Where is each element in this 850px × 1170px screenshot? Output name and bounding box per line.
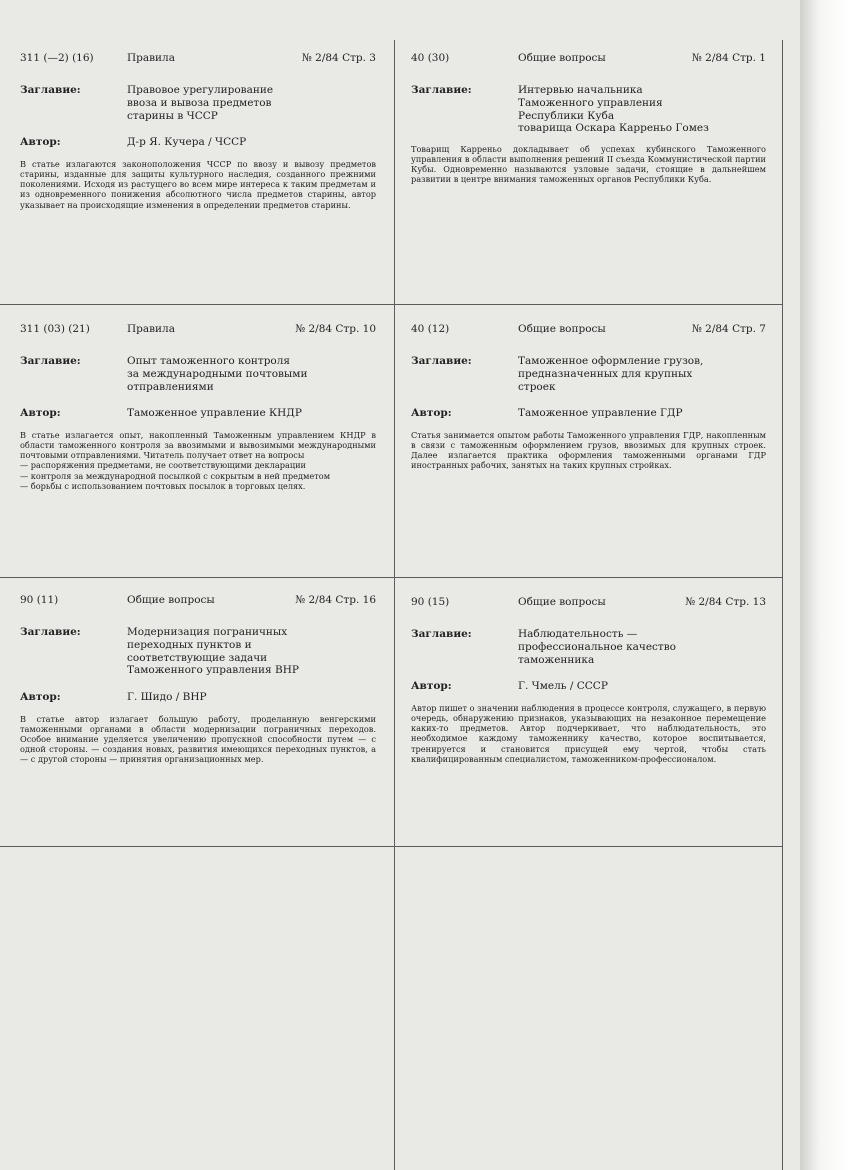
article-title: Интервью начальника Таможенного управления Республики Куба товарища Оскара Карреньо Гомез — [518, 84, 709, 135]
title-row — [20, 626, 376, 677]
issue-page: № 2/84 Стр. 7 — [691, 323, 766, 335]
category: Правила — [127, 323, 175, 335]
article-author: Г. Шидо / ВНР — [127, 691, 207, 704]
category: Общие вопросы — [518, 323, 606, 335]
classification-code: 90 (11) — [20, 594, 59, 606]
classification-code: 40 (12) — [411, 323, 450, 335]
abstract-card — [411, 323, 766, 471]
category: Общие вопросы — [518, 596, 606, 608]
card-header — [411, 596, 766, 612]
author-label: Автор: — [411, 407, 452, 420]
category: Общие вопросы — [127, 594, 215, 606]
author-label: Автор: — [20, 407, 61, 420]
article-abstract: В статье излагаются законоположения ЧССР по ввозу и вывозу предметов старины, изданные для защиты культурного наследия, созданного прежними поколениями. Исходя из растущего во всем мире интереса к таким предметам и из одновременного понижения абсолютного числа предметов старины, автор указывает на происходящие изменения в определении предметов старины. — [20, 159, 376, 210]
card-header — [20, 323, 376, 339]
article-title: Модернизация пограничных переходных пунктов и соответствующие задачи Таможенного управления ВНР — [127, 626, 299, 677]
abstract-card — [411, 596, 766, 764]
title-label: Заглавие: — [411, 84, 472, 96]
author-label: Автор: — [411, 680, 452, 693]
author-row — [20, 691, 376, 704]
title-label: Заглавие: — [411, 628, 472, 640]
title-row — [20, 355, 376, 393]
article-author: Таможенное управление ГДР — [518, 407, 683, 420]
card-header — [411, 323, 766, 339]
abstract-card — [20, 323, 376, 491]
card-header — [20, 594, 376, 610]
page-edge-shadow — [800, 0, 850, 1170]
article-abstract: В статье излагается опыт, накопленный Таможенным управлением КНДР в области таможенного контроля за ввозимыми и вывозимыми международными почтовыми отправлениями. Читатель получает ответ на вопросы — распоряжения предметами, не соответствующими декларации — контроля за международной посылкой с сокрытым в ней предметом — борьбы с использованием почтовых посылок в торговых целях. — [20, 430, 376, 491]
abstract-card — [20, 594, 376, 764]
column-divider — [394, 40, 395, 1170]
article-abstract: В статье автор излагает большую работу, проделанную венгерскими таможенными органами в области модернизации пограничных переходов. Особое внимание уделяется увеличению пропускной способности путем — с одной стороны. — создания новых, развития имеющихся переходных пунктов, а — с другой стороны — принятия организационных мер. — [20, 713, 376, 765]
row-divider-3 — [0, 846, 783, 847]
row-divider-1 — [0, 304, 783, 305]
article-author: Таможенное управление КНДР — [127, 407, 302, 420]
issue-page: № 2/84 Стр. 13 — [685, 596, 766, 608]
author-label: Автор: — [20, 136, 61, 149]
category: Правила — [127, 52, 175, 64]
title-row — [20, 84, 376, 122]
title-label: Заглавие: — [20, 355, 81, 367]
title-row — [411, 84, 766, 135]
category: Общие вопросы — [518, 52, 606, 64]
title-row — [411, 628, 766, 666]
article-abstract: Статья занимается опытом работы Таможенного управления ГДР, накопленным в связи с таможенным оформлением грузов, ввозимых для крупных строек. Далее излагается практика оформления таможенными органами ГДР иностранных рабочих, занятых на таких крупных стройках. — [411, 430, 766, 471]
article-abstract: Автор пишет о значении наблюдения в процессе контроля, служащего, в первую очередь, обнаружению признаков, указывающих на незаконное перемещение каких-то предметов. Автор подчеркивает, что наблюдательность, это необходимое каждому таможеннику качество, которое воспитывается, тренируется и становится присущей ему чертой, чтобы стать квалифицированным специалистом, таможенником-профессионалом. — [411, 703, 766, 764]
title-label: Заглавие: — [411, 355, 472, 367]
article-author: Д-р Я. Кучера / ЧССР — [127, 136, 247, 149]
issue-page: № 2/84 Стр. 10 — [295, 323, 376, 335]
article-title: Правовое урегулирование ввоза и вывоза предметов старины в ЧССР — [127, 84, 274, 122]
article-abstract: Товарищ Карреньо докладывает об успехах кубинского Таможенного управления в области выполнения решений II съезда Коммунистической партии Кубы. Одновременно называются узловые задачи, стоящие в дальнейшем развитии в центре внимания таможенных органов Республики Куба. — [411, 144, 766, 185]
author-row — [411, 407, 766, 420]
row-divider-2 — [0, 577, 783, 578]
issue-page: № 2/84 Стр. 16 — [295, 594, 376, 606]
title-row — [411, 355, 766, 393]
article-author: Г. Чмель / СССР — [518, 680, 608, 693]
author-row — [20, 136, 376, 149]
abstract-card — [411, 52, 766, 185]
classification-code: 90 (15) — [411, 596, 450, 608]
article-title: Таможенное оформление грузов, предназначенных для крупных строек — [518, 355, 704, 393]
article-title: Наблюдательность — профессиональное качество таможенника — [518, 628, 676, 666]
classification-code: 40 (30) — [411, 52, 450, 64]
issue-page: № 2/84 Стр. 1 — [691, 52, 766, 64]
title-label: Заглавие: — [20, 84, 81, 96]
right-border-line — [782, 40, 783, 1170]
classification-code: 311 (03) (21) — [20, 323, 90, 335]
article-title: Опыт таможенного контроля за международными почтовыми отправлениями — [127, 355, 308, 393]
card-header — [411, 52, 766, 68]
issue-page: № 2/84 Стр. 3 — [301, 52, 376, 64]
card-header — [20, 52, 376, 68]
classification-code: 311 (—2) (16) — [20, 52, 94, 64]
author-label: Автор: — [20, 691, 61, 704]
author-row — [20, 407, 376, 420]
title-label: Заглавие: — [20, 626, 81, 638]
abstract-card — [20, 52, 376, 210]
author-row — [411, 680, 766, 693]
